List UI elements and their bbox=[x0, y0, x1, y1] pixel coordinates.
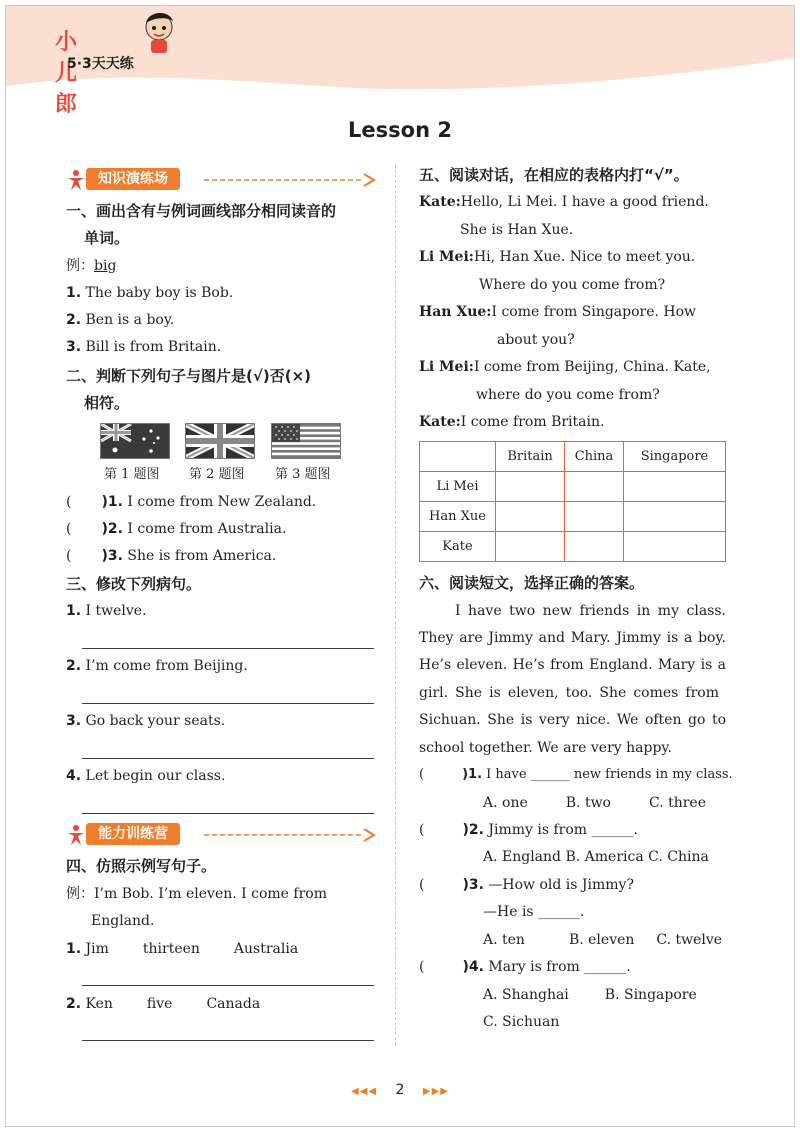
option[interactable]: B. Singapore bbox=[604, 987, 697, 1003]
australia-flag-icon bbox=[100, 423, 170, 459]
option[interactable]: C. Sichuan bbox=[483, 1014, 560, 1030]
answer-line[interactable] bbox=[82, 1040, 374, 1041]
logo-subtitle: 5·3天天练 bbox=[67, 56, 134, 72]
passage-line: He’s eleven. He’s from England. Mary is a bbox=[419, 657, 726, 673]
dialogue-line: Kate:Hello, Li Mei. I have a good friend. bbox=[419, 194, 709, 210]
option[interactable]: A. ten bbox=[483, 932, 525, 948]
option[interactable]: A. one bbox=[483, 795, 528, 811]
runner-icon bbox=[64, 823, 88, 847]
option[interactable]: B. eleven bbox=[568, 932, 635, 948]
dialogue-line: about you? bbox=[497, 332, 575, 348]
banner-dashed-arrow bbox=[204, 173, 376, 187]
option[interactable]: C. twelve bbox=[656, 932, 723, 948]
question-stem: ( )1. I have ______ new friends in my class. bbox=[419, 767, 733, 782]
section1-title: 一、画出含有与例词画线部分相同读音的 bbox=[66, 202, 337, 220]
option[interactable]: A. England bbox=[483, 849, 562, 865]
table-cell[interactable] bbox=[496, 502, 565, 532]
banner-dashed-arrow bbox=[204, 828, 376, 842]
section4-title: 四、仿照示例写句子。 bbox=[66, 857, 217, 875]
mascot-boy-icon bbox=[139, 7, 179, 55]
page-number: 2 bbox=[395, 1082, 405, 1098]
list-item: 2. I’m come from Beijing. bbox=[66, 658, 248, 674]
table-cell[interactable] bbox=[623, 502, 725, 532]
dialogue-line: Kate:I come from Britain. bbox=[419, 414, 605, 430]
table-header: Singapore bbox=[623, 442, 725, 472]
next-arrows-icon: ▶▶▶ bbox=[422, 1086, 449, 1097]
table-corner bbox=[420, 442, 496, 472]
question-options bbox=[483, 794, 706, 812]
example-word: big bbox=[94, 258, 117, 274]
list-item: 4. Let begin our class. bbox=[66, 768, 226, 784]
passage-line: girl. She is eleven, too. She comes from bbox=[419, 685, 719, 701]
row-label: Kate bbox=[420, 532, 496, 562]
table-header-row bbox=[420, 442, 726, 472]
table-cell[interactable] bbox=[623, 532, 725, 562]
question-options bbox=[483, 986, 697, 1004]
section5-title: 五、阅读对话，在相应的表格内打“√”。 bbox=[419, 166, 689, 184]
option[interactable]: C. China bbox=[648, 849, 709, 865]
judge-item: ( )2. I come from Australia. bbox=[66, 521, 287, 537]
passage-line: They are Jimmy and Mary. Jimmy is a boy. bbox=[419, 630, 726, 646]
flag-caption: 第 1 题图 bbox=[104, 467, 160, 482]
section1-example bbox=[66, 257, 116, 275]
answer-line[interactable] bbox=[82, 758, 374, 759]
table-cell[interactable] bbox=[565, 532, 624, 562]
logo-title: 小儿郎 bbox=[55, 30, 77, 117]
dialogue-line: Li Mei:Hi, Han Xue. Nice to meet you. bbox=[419, 249, 696, 265]
list-item: 1. Jim thirteen Australia bbox=[66, 941, 299, 957]
question-stem: ( )3. —How old is Jimmy? bbox=[419, 877, 634, 893]
question-options bbox=[483, 848, 709, 866]
section-banner-knowledge bbox=[64, 168, 376, 192]
section4-example: 例：I’m Bob. I’m eleven. I come from bbox=[66, 886, 327, 902]
banner-label: 能力训练营 bbox=[86, 823, 180, 845]
question-stem: ( )2. Jimmy is from ______. bbox=[419, 822, 638, 838]
table-row bbox=[420, 502, 726, 532]
table-cell[interactable] bbox=[565, 472, 624, 502]
judge-item: ( )1. I come from New Zealand. bbox=[66, 494, 317, 510]
runner-icon bbox=[64, 168, 88, 192]
answer-line[interactable] bbox=[82, 813, 374, 814]
table-cell[interactable] bbox=[496, 532, 565, 562]
table-row bbox=[420, 532, 726, 562]
dialogue-line: Li Mei:I come from Beijing, China. Kate, bbox=[419, 359, 711, 375]
passage-line: Sichuan. She is very nice. We often go to bbox=[419, 712, 726, 728]
passage-line: school together. We are very happy. bbox=[419, 740, 672, 756]
section1-title-cont: 单词。 bbox=[84, 229, 130, 247]
row-label: Li Mei bbox=[420, 472, 496, 502]
section4-example-cont: England. bbox=[91, 913, 155, 929]
section2-title: 二、判断下列句子与图片是(√)否(×) bbox=[66, 367, 311, 385]
question-stem-cont: —He is ______. bbox=[483, 904, 585, 920]
row-label: Han Xue bbox=[420, 502, 496, 532]
dialogue-line: where do you come from? bbox=[476, 387, 660, 403]
page-footer bbox=[0, 1082, 800, 1098]
list-item: 2. Ben is a boy. bbox=[66, 312, 175, 328]
list-item: 1. The baby boy is Bob. bbox=[66, 285, 234, 301]
table-header: Britain bbox=[496, 442, 565, 472]
list-item: 1. I twelve. bbox=[66, 603, 147, 619]
list-item: 2. Ken five Canada bbox=[66, 996, 261, 1012]
question-stem: ( )4. Mary is from ______. bbox=[419, 959, 631, 975]
option[interactable]: A. Shanghai bbox=[483, 987, 569, 1003]
union-jack-flag-icon bbox=[185, 423, 255, 459]
passage-line: I have two new friends in my class. bbox=[455, 603, 726, 619]
banner-label: 知识演练场 bbox=[86, 168, 180, 190]
table-cell[interactable] bbox=[623, 472, 725, 502]
option[interactable]: B. two bbox=[565, 795, 611, 811]
flag-caption: 第 2 题图 bbox=[189, 467, 245, 482]
answer-line[interactable] bbox=[82, 648, 374, 649]
table-cell[interactable] bbox=[565, 502, 624, 532]
table-cell[interactable] bbox=[496, 472, 565, 502]
section6-title: 六、阅读短文，选择正确的答案。 bbox=[419, 574, 645, 592]
usa-flag-icon bbox=[271, 423, 341, 459]
table-row bbox=[420, 472, 726, 502]
dialogue-line: Han Xue:I come from Singapore. How bbox=[419, 304, 697, 320]
section-banner-ability bbox=[64, 823, 376, 847]
prev-arrows-icon: ◀◀◀ bbox=[351, 1086, 378, 1097]
answer-line[interactable] bbox=[82, 703, 374, 704]
option[interactable]: C. three bbox=[648, 795, 707, 811]
lesson-title: Lesson 2 bbox=[348, 118, 452, 142]
option[interactable]: B. America bbox=[565, 849, 644, 865]
example-prefix: 例： bbox=[66, 258, 94, 274]
question-options bbox=[483, 931, 722, 949]
dialogue-line: She is Han Xue. bbox=[460, 222, 574, 238]
section3-title: 三、修改下列病句。 bbox=[66, 575, 202, 593]
answer-line[interactable] bbox=[82, 985, 374, 986]
section2-title-cont: 相符。 bbox=[84, 394, 130, 412]
dialogue-line: Where do you come from? bbox=[479, 277, 666, 293]
judge-item: ( )3. She is from America. bbox=[66, 548, 277, 564]
flag-caption: 第 3 题图 bbox=[275, 467, 331, 482]
column-divider bbox=[395, 165, 396, 1045]
list-item: 3. Go back your seats. bbox=[66, 713, 226, 729]
table-header: China bbox=[565, 442, 624, 472]
list-item: 3. Bill is from Britain. bbox=[66, 339, 222, 355]
answer-table bbox=[419, 441, 726, 562]
question-options bbox=[483, 1013, 559, 1031]
